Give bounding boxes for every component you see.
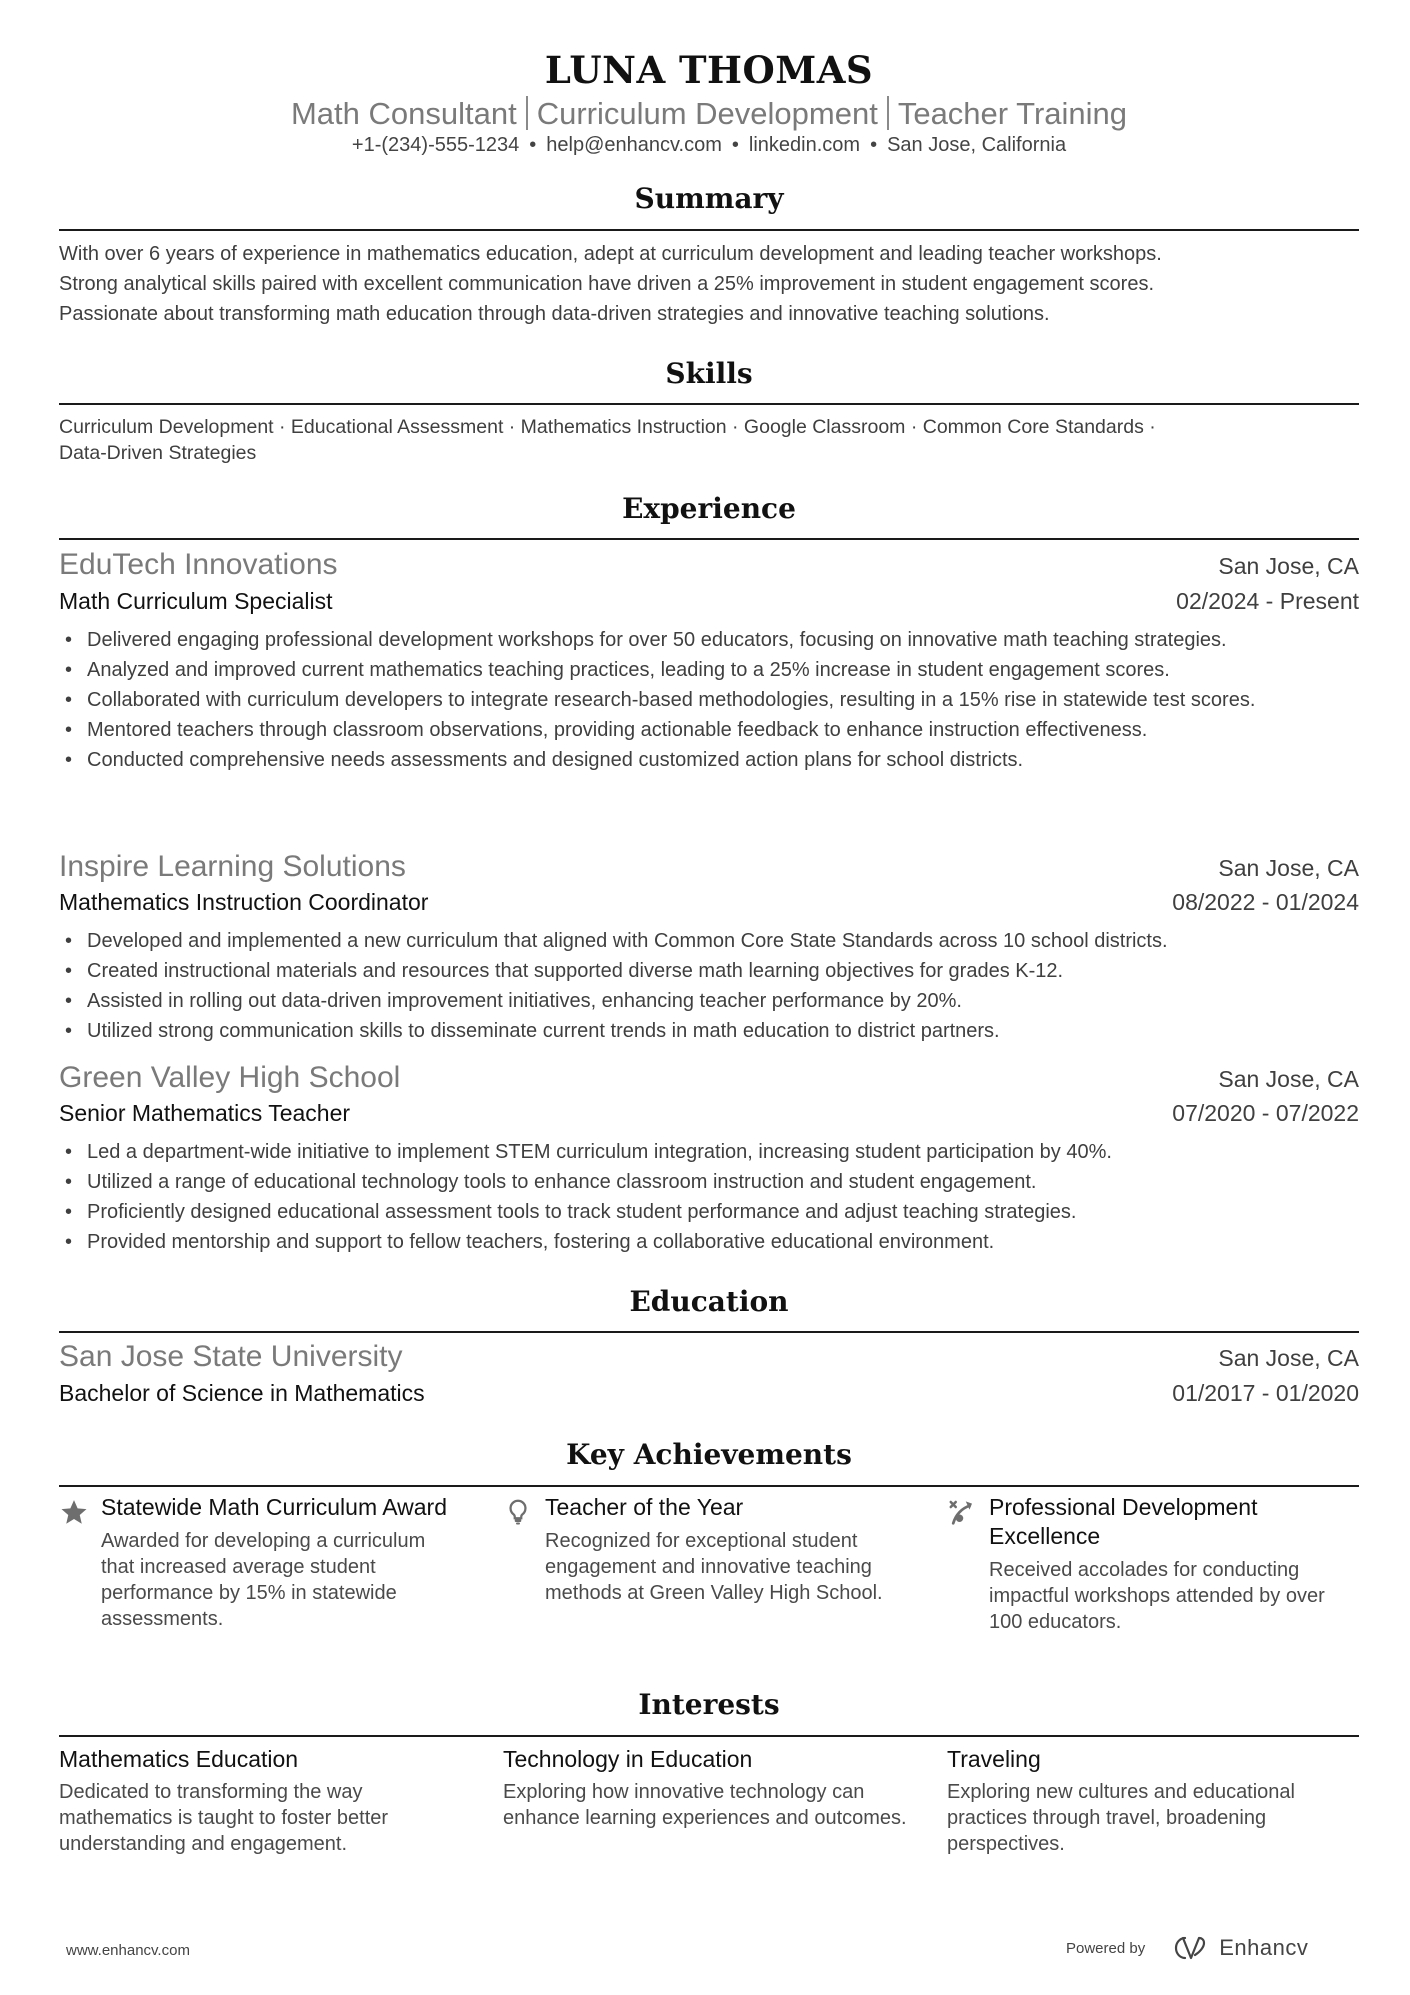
skills-line: Data-Driven Strategies [59, 442, 257, 464]
job-bullet: • Led a department-wide initiative to implement STEM curriculum integration, increasing student participation by 40%. [59, 1137, 1359, 1167]
job-bullet: • Delivered engaging professional development workshops for over 50 educators, focusing on innovative math teaching strategies. [59, 625, 1359, 655]
job-subheader [59, 588, 1359, 615]
job-location: San Jose, CA [1218, 553, 1359, 579]
summary-line: Strong analytical skills paired with excellent communication have driven a 25% improvement in student engagement scores. [59, 273, 1155, 295]
section-divider [59, 538, 1359, 540]
lightbulb-icon [503, 1497, 533, 1527]
job-header [59, 548, 1359, 582]
achievement-description: Recognized for exceptional student engagement and innovative teaching methods at Green Valley High School. [545, 1530, 883, 1604]
job-subheader [59, 889, 1359, 916]
job-bullet: • Assisted in rolling out data-driven improvement initiatives, enhancing teacher performance by 20%. [59, 986, 1359, 1016]
interest-title: Technology in Education [503, 1746, 753, 1772]
headline-divider [526, 96, 528, 130]
job-header [59, 850, 1359, 884]
achievement-item [503, 1493, 903, 1606]
job-company: Inspire Learning Solutions [59, 850, 406, 883]
headline-divider [887, 96, 889, 130]
contact-separator: • [870, 134, 878, 156]
section-divider [59, 403, 1359, 405]
interest-item [503, 1744, 923, 1831]
skills-list [59, 414, 1319, 466]
interest-title: Traveling [947, 1746, 1041, 1772]
education-degree: Bachelor of Science in Mathematics [59, 1380, 425, 1406]
section-heading-interests: Interests [638, 1688, 780, 1721]
section-divider [59, 1485, 1359, 1487]
job-role: Senior Mathematics Teacher [59, 1100, 351, 1126]
section-heading-skills: Skills [665, 357, 753, 390]
education-location: San Jose, CA [1218, 1345, 1359, 1371]
job-bullets [59, 1137, 1359, 1257]
achievement-title: Teacher of the Year [545, 1494, 744, 1520]
job-bullet: • Provided mentorship and support to fellow teachers, fostering a collaborative educational environment. [59, 1227, 1359, 1257]
job-subheader [59, 1100, 1359, 1127]
headline-part: Math Consultant [290, 96, 517, 131]
contact-line [59, 134, 1359, 157]
summary-line: With over 6 years of experience in mathematics education, adept at curriculum development and leading teacher workshops. [59, 243, 1162, 265]
contact-phone[interactable]: +1-(234)-555-1234 [351, 134, 520, 156]
footer-powered-by[interactable] [1066, 1934, 1308, 1962]
job-bullets [59, 926, 1359, 1046]
contact-separator: • [529, 134, 537, 156]
headline-part: Teacher Training [897, 96, 1128, 131]
achievement-description: Awarded for developing a curriculum that increased average student performance by 15% in statewide assessments. [101, 1530, 426, 1630]
job-company: Green Valley High School [59, 1061, 401, 1094]
job-bullet: • Analyzed and improved current mathematics teaching practices, leading to a 25% increase in student engagement scores. [59, 655, 1359, 685]
summary-line: Passionate about transforming math education through data-driven strategies and innovative teaching solutions. [59, 303, 1050, 325]
section-heading-achievements: Key Achievements [566, 1438, 852, 1471]
contact-separator: • [731, 134, 739, 156]
achievement-title: Professional Development Excellence [989, 1494, 1258, 1549]
job-role: Math Curriculum Specialist [59, 588, 333, 614]
section-heading-summary: Summary [634, 182, 784, 215]
job-bullets [59, 625, 1359, 775]
job-header [59, 1061, 1359, 1095]
job-bullet: • Conducted comprehensive needs assessments and designed customized action plans for school districts. [59, 745, 1359, 775]
headline-part: Curriculum Development [536, 96, 878, 131]
footer-website-link[interactable]: www.enhancv.com [66, 1942, 190, 1959]
section-divider [59, 1735, 1359, 1737]
interest-description: Dedicated to transforming the way mathematics is taught to foster better understanding and engagement. [59, 1781, 389, 1855]
section-divider [59, 1331, 1359, 1333]
job-dates: 02/2024 - Present [1176, 588, 1359, 614]
job-location: San Jose, CA [1218, 1066, 1359, 1092]
section-heading-education: Education [629, 1285, 789, 1318]
education-header [59, 1340, 1359, 1374]
candidate-name: LUNA THOMAS [544, 48, 874, 92]
interest-description: Exploring new cultures and educational practices through travel, broadening perspectives. [947, 1781, 1295, 1855]
education-dates: 01/2017 - 01/2020 [1172, 1380, 1359, 1406]
strategy-icon [947, 1497, 977, 1527]
star-icon [59, 1497, 89, 1527]
job-bullet: • Developed and implemented a new curriculum that aligned with Common Core State Standards across 10 school districts. [59, 926, 1359, 956]
job-company: EduTech Innovations [59, 548, 338, 581]
job-bullet: • Created instructional materials and resources that supported diverse math learning objectives for grades K-12. [59, 956, 1359, 986]
summary-text [59, 239, 1359, 329]
interest-item [947, 1744, 1367, 1857]
achievement-description: Received accolades for conducting impactful workshops attended by over 100 educators. [989, 1559, 1325, 1633]
achievement-title: Statewide Math Curriculum Award [101, 1494, 447, 1520]
contact-linkedin[interactable]: linkedin.com [748, 134, 861, 156]
contact-location: San Jose, California [887, 134, 1067, 156]
job-bullet: • Collaborated with curriculum developers to integrate research-based methodologies, resulting in a 15% rise in statewide test scores. [59, 685, 1359, 715]
job-bullet: • Mentored teachers through classroom observations, providing actionable feedback to enhance instruction effectiveness. [59, 715, 1359, 745]
achievement-item [947, 1493, 1347, 1635]
section-heading-experience: Experience [622, 492, 796, 525]
candidate-headline [59, 96, 1359, 132]
enhancv-brand-name: Enhancv [1219, 1935, 1309, 1960]
job-location: San Jose, CA [1218, 855, 1359, 881]
job-bullet: • Utilized a range of educational technology tools to enhance classroom instruction and student engagement. [59, 1167, 1359, 1197]
skills-line: Curriculum Development · Educational Assessment · Mathematics Instruction · Google Classroom · Common Core Standards · [59, 416, 1156, 438]
education-subheader [59, 1380, 1359, 1407]
education-school: San Jose State University [59, 1340, 403, 1373]
contact-email[interactable]: help@enhancv.com [546, 134, 722, 156]
achievement-item [59, 1493, 459, 1632]
section-divider [59, 229, 1359, 231]
job-bullet: • Utilized strong communication skills to disseminate current trends in math education to district partners. [59, 1016, 1359, 1046]
job-role: Mathematics Instruction Coordinator [59, 889, 429, 915]
interest-description: Exploring how innovative technology can enhance learning experiences and outcomes. [503, 1781, 907, 1829]
interest-title: Mathematics Education [59, 1746, 299, 1772]
interest-item [59, 1744, 479, 1857]
powered-by-label: Powered by [1066, 1939, 1146, 1957]
enhancv-logo-icon [1169, 1934, 1213, 1962]
job-bullet: • Proficiently designed educational assessment tools to track student performance and adjust teaching strategies. [59, 1197, 1359, 1227]
job-dates: 07/2020 - 07/2022 [1172, 1100, 1359, 1126]
job-dates: 08/2022 - 01/2024 [1172, 889, 1359, 915]
